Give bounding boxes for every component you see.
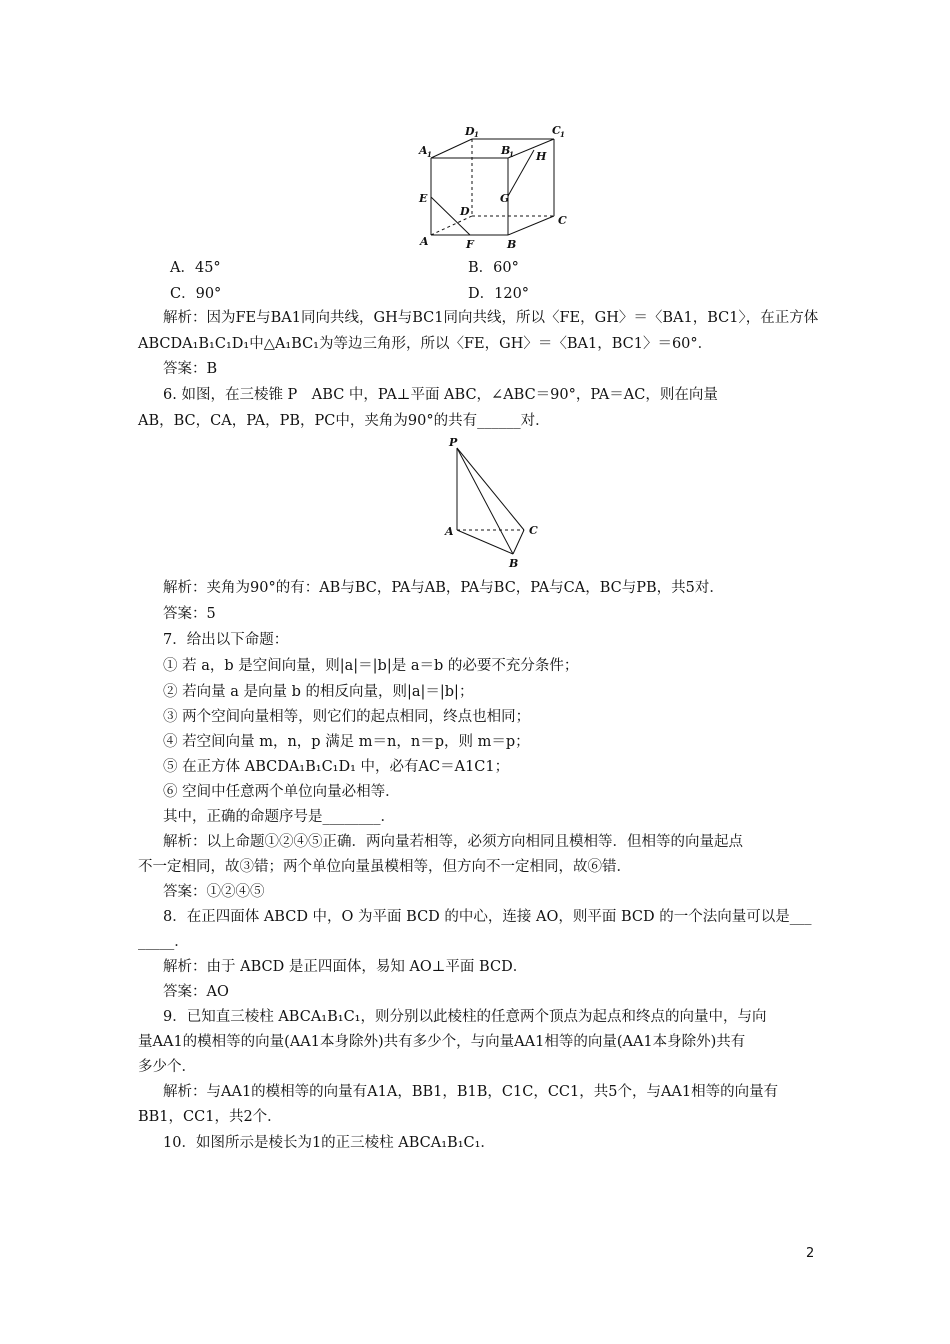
q8-answer: 答案：AO <box>163 984 229 1000</box>
label-D: D <box>460 205 470 218</box>
edge-A-B <box>457 530 513 554</box>
q7-analysis-line-2: 不一定相同，故③错；两个单位向量虽模相等，但方向不一定相同，故⑥错． <box>138 859 631 875</box>
label-B1-sub: 1 <box>509 150 514 159</box>
label-P: P <box>449 436 458 449</box>
q8-line-2: _____． <box>138 934 189 950</box>
q5-analysis-line-1: 解析：因为FE与BA1同向共线，GH与BC1同向共线，所以〈FE，GH〉＝〈BA1，BC1〉，在正方体 <box>163 310 819 326</box>
q7-item-1: ① 若 a，b 是空间向量，则|a|＝|b|是 a＝b 的必要不充分条件； <box>163 658 579 674</box>
q6-answer: 答案：5 <box>163 606 216 622</box>
q9-line-2: 量AA1的模相等的向量(AA1本身除外)共有多少个，与向量AA1相等的向量(AA1本身除外)共有 <box>138 1034 746 1050</box>
label-C: C <box>529 524 538 537</box>
edge-B-C <box>508 216 554 235</box>
q7-item-6: ⑥ 空间中任意两个单位向量必相等． <box>163 784 400 800</box>
q7-question: 其中，正确的命题序号是________． <box>163 809 395 825</box>
q5-analysis-line-2: ABCDA₁B₁C₁D₁中△A₁BC₁为等边三角形，所以〈FE，GH〉＝〈BA1，BC1〉＝60°． <box>138 336 713 352</box>
q7-item-3: ③ 两个空间向量相等，则它们的起点相同，终点也相同； <box>163 709 531 725</box>
q7-item-2: ② 若向量 a 是向量 b 的相反向量，则|a|＝|b|； <box>163 684 474 700</box>
q5-option-c: C．90° <box>170 286 222 302</box>
label-A: A <box>445 525 454 538</box>
label-B1: B <box>501 144 511 157</box>
edge-P-B <box>457 448 513 554</box>
label-H: H <box>536 150 547 163</box>
label-A1-sub: 1 <box>427 150 432 159</box>
q5-option-b: B．60° <box>468 260 519 276</box>
q7-answer: 答案：①②④⑤ <box>163 884 265 900</box>
label-C1: C <box>552 124 561 137</box>
edge-A-D <box>431 216 472 235</box>
label-A: A <box>420 235 429 248</box>
label-B: B <box>507 238 517 251</box>
q9-analysis-line-1: 解析：与AA1的模相等的向量有A1A，BB1，B1B，C1C，CC1，共5个，与AA1相等的向量有 <box>163 1084 779 1100</box>
label-D1-sub: 1 <box>474 130 479 139</box>
q8-analysis: 解析：由于 ABCD 是正四面体，易知 AO⊥平面 BCD． <box>163 959 528 975</box>
edge-B-C <box>513 530 524 554</box>
q7-item-5: ⑤ 在正方体 ABCDA₁B₁C₁D₁ 中，必有AC＝A1C1； <box>163 759 510 775</box>
label-E: E <box>419 192 428 205</box>
q5-option-a: A．45° <box>170 260 221 276</box>
label-C: C <box>558 214 567 227</box>
page-number: 2 <box>806 1246 815 1261</box>
q9-analysis-line-2: BB1，CC1，共2个． <box>138 1109 282 1125</box>
q7-item-4: ④ 若空间向量 m，n，p 满足 m＝n，n＝p，则 m＝p； <box>163 734 530 750</box>
q5-answer: 答案：B <box>163 361 218 377</box>
label-F: F <box>466 238 474 251</box>
edge-A1-D1 <box>431 139 472 158</box>
q7-analysis-line-1: 解析：以上命题①②④⑤正确．两向量若相等，必须方向相同且模相等．但相等的向量起点 <box>163 834 743 850</box>
label-C1-sub: 1 <box>560 130 565 139</box>
q7-title: 7．给出以下命题： <box>163 632 289 648</box>
q6-line-2: AB，BC，CA，PA，PB，PC中，夹角为90°的共有______对． <box>138 413 550 429</box>
q8-line-1: 8．在正四面体 ABCD 中，O 为平面 BCD 的中心，连接 AO，则平面 BCD 的一个法向量可以是___ <box>163 909 812 925</box>
cube-figure <box>410 122 580 254</box>
q10-line: 10．如图所示是棱长为1的正三棱柱 ABCA₁B₁C₁． <box>163 1135 495 1151</box>
label-B: B <box>509 557 519 570</box>
label-G: G <box>500 192 510 205</box>
q5-option-d: D．120° <box>468 286 530 302</box>
label-D1: D <box>465 125 475 138</box>
q9-line-3: 多少个． <box>138 1059 196 1075</box>
label-A1: A <box>419 144 428 157</box>
pyramid-figure <box>440 434 550 570</box>
q6-line-1: 6. 如图，在三棱锥 P ABC 中，PA⊥平面 ABC，∠ABC＝90°，PA＝AC，则在向量 <box>163 387 718 403</box>
q9-line-1: 9．已知直三棱柱 ABCA₁B₁C₁，则分别以此棱柱的任意两个顶点为起点和终点的向量中，与向 <box>163 1009 767 1025</box>
q6-analysis: 解析：夹角为90°的有：AB与BC，PA与AB，PA与BC，PA与CA，BC与PB，共5对． <box>163 580 724 596</box>
edge-P-C <box>457 448 524 530</box>
